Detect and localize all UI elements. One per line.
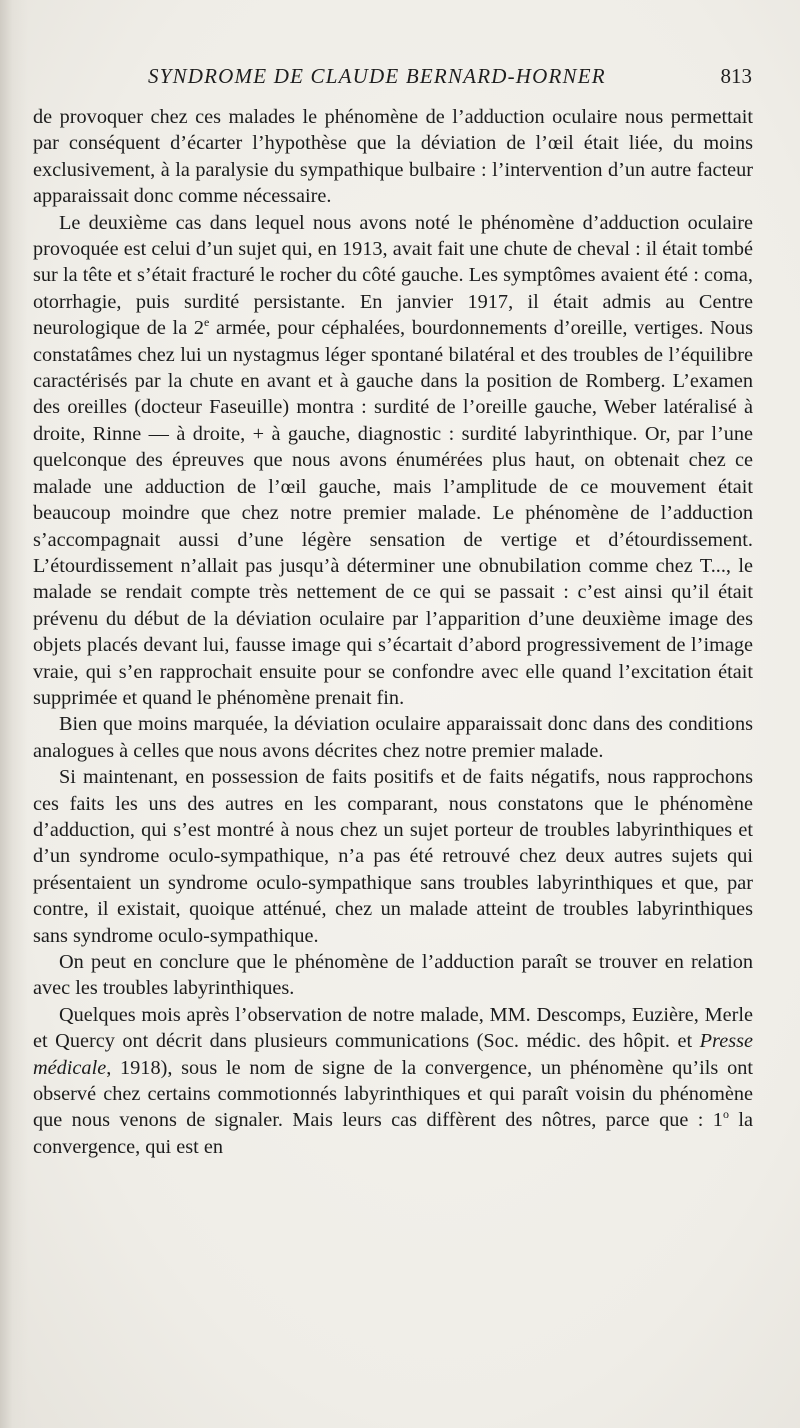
paragraph-2-part-a: Le deuxième cas dans lequel nous avons noté le phénomène d’adduction oculaire provoquée est celui d’un sujet qui, en 1913, avait fait une chute de cheval : il était tombé sur la tête et s’était fracturé le rocher du côté gauche. Les symptômes avaient été : coma, otorrhagie, puis surdité persistante. En janvier 1917, il était admis au Centre neurologique de la 2 — [33, 211, 753, 340]
body-text — [33, 104, 753, 1160]
journal-title: Presse médicale — [33, 1030, 753, 1079]
running-title: SYNDROME DE CLAUDE BERNARD-HORNER — [148, 64, 606, 88]
paragraph-5: On peut en conclure que le phénomène de l’adduction paraît se trouver en relation avec les troubles labyrinthiques. — [33, 951, 753, 1000]
paragraph-6-part-b: , 1918), sous le nom de signe de la convergence, un phénomène qu’ils ont observé chez certains commotionnés labyrinthiques et qui paraît voisin du phénomène que nous venons de signaler. Mais leurs cas diffèrent des nôtres, parce que : 1 — [33, 1056, 753, 1132]
paragraph-2-part-b: armée, pour céphalées, bourdonnements d’oreille, vertiges. Nous constatâmes chez lui un nystagmus léger spontané bilatéral et des troubles de l’équilibre caractérisés par la chute en avant et à gauche dans la position de Romberg. L’examen des oreilles (docteur Faseuille) montra : surdité de l’oreille gauche, Weber latéralisé à droite, Rinne — à droite, + à gauche, diagnostic : surdité labyrinthique. Or, par l’une quelconque des épreuves que nous avons énumérées plus haut, on obtenait chez ce malade une adduction de l’œil gauche, mais l’amplitude de ce mouvement était beaucoup moindre que chez notre premier malade. Le phénomène de l’adduction s’accompagnait aussi d’une légère sensation de vertige et d’étourdissement. L’étourdissement n’allait pas jusqu’à déterminer une obnubilation comme chez T..., le malade se rendait compte très nettement de ce qui se passait : c’est ainsi qu’il était prévenu du début de la déviation oculaire par l’apparition d’une deuxième image des objets placés devant lui, fausse image qui s’écartait d’abord progressivement de l’image vraie, qui s’en rapprochait ensuite pour se confondre avec elle quand l’excitation était supprimée et quand le phénomène prenait fin. — [33, 317, 753, 709]
ordinal-superscript: e — [204, 315, 210, 330]
paragraph-1: de provoquer chez ces malades le phénomène de l’adduction oculaire nous permettait par conséquent d’écarter l’hypothèse que la déviation de l’œil était liée, du moins exclusivement, à la paralysie du sympathique bulbaire : l’intervention d’un autre facteur apparaissait donc comme nécessaire. — [33, 106, 753, 208]
paragraph-6 — [33, 1002, 753, 1160]
page-header — [0, 64, 800, 94]
paragraph-6-part-a: Quelques mois après l’observation de notre malade, MM. Descomps, Euzière, Merle et Quercy ont décrit dans plusieurs communications (Soc. médic. des hôpit. et — [33, 1003, 753, 1053]
paragraph-6-part-c: la convergence, qui est en — [33, 1109, 753, 1158]
paragraph-4: Si maintenant, en possession de faits positifs et de faits négatifs, nous rapprochons ces faits les uns des autres en les comparant, nous constatons que le phénomène d’adduction, qui s’est montré à nous chez un sujet porteur de troubles labyrinthiques et d’un syndrome oculo-sympathique, n’a pas été retrouvé chez deux autres sujets qui présentaient un syndrome oculo-sympathique sans troubles labyrinthiques et que, par contre, il existait, quoique atténué, chez un malade atteint de troubles labyrinthiques sans syndrome oculo-sympathique. — [33, 766, 753, 947]
page-number: 813 — [720, 64, 752, 88]
paragraph-3: Bien que moins marquée, la déviation oculaire apparaissait donc dans des conditions analogues à celles que nous avons décrites chez notre premier malade. — [33, 713, 753, 762]
paragraph-2 — [33, 210, 753, 712]
binding-shadow — [0, 0, 28, 1428]
ordinal-superscript: o — [722, 1107, 729, 1122]
